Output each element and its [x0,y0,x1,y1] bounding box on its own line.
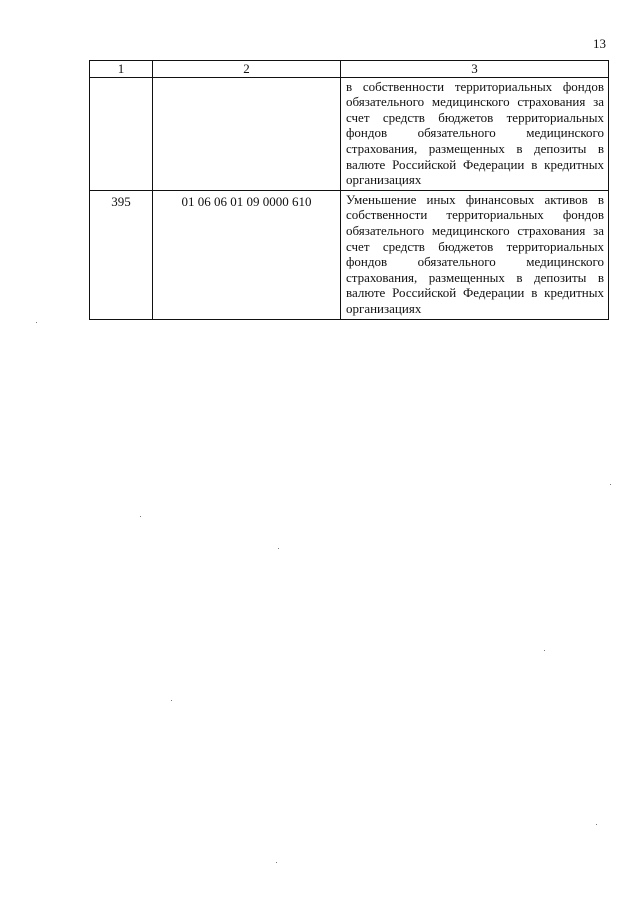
table-row [90,190,609,319]
scan-speck [171,700,172,701]
scan-speck [36,322,37,323]
table-row [90,77,609,190]
column-header-3: 3 [341,61,609,78]
scan-speck [544,650,545,651]
scan-speck [276,862,277,863]
classification-code-cell: 01 06 06 01 09 0000 610 [153,190,341,319]
page-number: 13 [593,36,606,51]
table-header [90,61,609,78]
description-cell: в собственности территориальных фондов обязательного медицинского страхования за счет средств бюджетов территориальных фондов обязательного медицинского страхования, размещенных в депозиты в валюте Российской Федерации в кредитных организациях [341,77,609,190]
column-header-1: 1 [90,61,153,78]
classification-code-cell [153,77,341,190]
description-cell: Уменьшение иных финансовых активов в собственности территориальных фондов обязательного медицинского страхования за счет средств бюджетов территориальных фондов обязательного медицинского страхования, размещенных в депозиты в валюте Российской Федерации в кредитных организациях [341,190,609,319]
scan-speck [140,516,141,517]
column-header-2: 2 [153,61,341,78]
scan-speck [278,548,279,549]
row-number-cell: 395 [90,190,153,319]
header-row [90,61,609,78]
scan-speck [610,484,611,485]
row-number-cell [90,77,153,190]
scan-speck [596,824,597,825]
table-body [90,77,609,319]
budget-classification-table [89,60,609,320]
